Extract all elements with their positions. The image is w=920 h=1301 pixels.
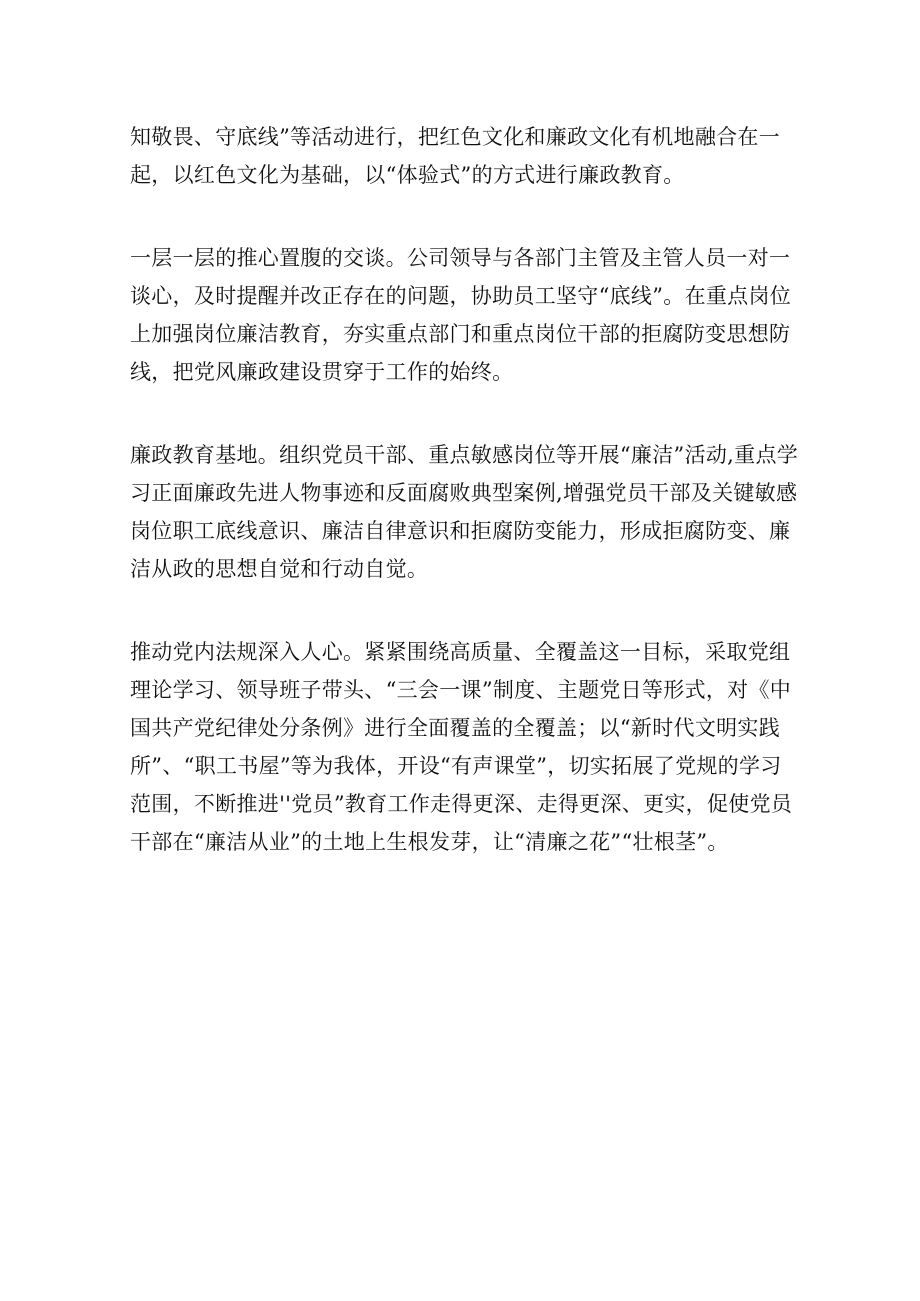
- document-body: [130, 118, 800, 861]
- paragraph-1: 知敬畏、守底线”等活动进行，把红色文化和廉政文化有机地融合在一起，以红色文化为基础，以“体验式”的方式进行廉政教育。: [130, 125, 781, 187]
- paragraph-3: 廉政教育基地。组织党员干部、重点敏感岗位等开展“廉洁”活动,重点学习正面廉政先进人物事迹和反面腐败典型案例,增强党员干部及关键敏感岗位职工底线意识、廉洁自律意识和拒腐防变能力，形成拒腐防变、廉洁从政的思想自觉和行动自觉。: [130, 443, 799, 581]
- paragraph-4: 推动党内法规深入人心。紧紧围绕高质量、全覆盖这一目标，采取党组理论学习、领导班子带头、“三会一课”制度、主题党日等形式，对《中国共产党纪律处分条例》进行全面覆盖的全覆盖；以“新时代文明实践所”、“职工书屋”等为我体，开设“有声课堂”，切实拓展了党规的学习范围，不断推进''党员”教育工作走得更深、走得更深、更实，促使党员干部在“廉洁从业”的土地上生根发芽，让“清廉之花”“壮根茎”。: [130, 640, 793, 854]
- paragraph-2: 一层一层的推心置腹的交谈。公司领导与各部门主管及主管人员一对一谈心，及时提醒并改正存在的问题，协助员工坚守“底线”。在重点岗位上加强岗位廉洁教育，夯实重点部门和重点岗位干部的拒腐防变思想防线，把党风廉政建设贯穿于工作的始终。: [130, 246, 792, 384]
